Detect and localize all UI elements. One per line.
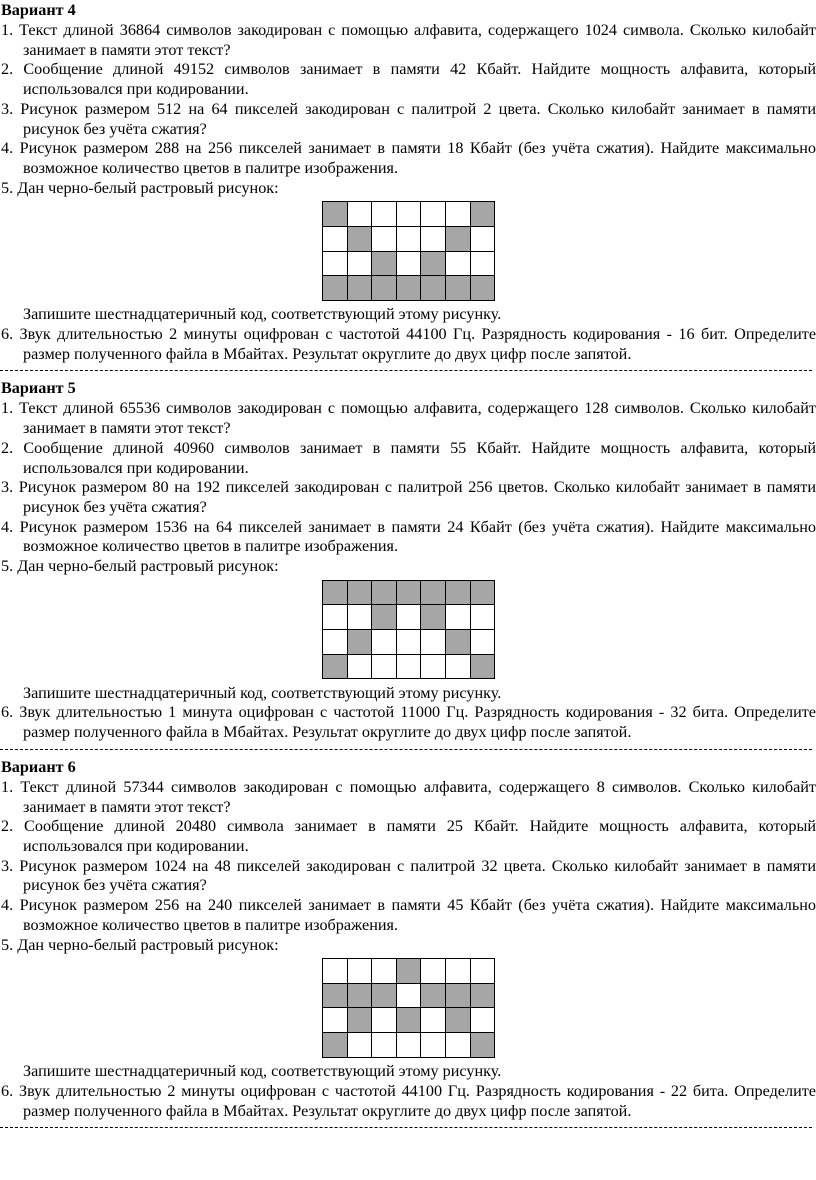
task-5: 5. Дан черно-белый растровый рисунок:	[1, 557, 279, 576]
pixel-empty	[421, 202, 446, 227]
pixel-filled	[323, 276, 348, 301]
pixel-filled	[323, 202, 348, 227]
pixel-empty	[421, 959, 446, 984]
pixel-filled	[471, 581, 496, 606]
pixel-grid	[322, 958, 495, 1057]
pixel-filled	[348, 984, 373, 1009]
pixel-filled	[348, 227, 373, 252]
pixel-empty	[446, 202, 471, 227]
variant-title: Вариант 4	[1, 1, 76, 19]
pixel-filled	[397, 276, 422, 301]
variant-6	[0, 758, 816, 1129]
pixel-empty	[446, 959, 471, 984]
pixel-empty	[323, 605, 348, 630]
pixel-empty	[372, 1033, 397, 1058]
pixel-filled	[323, 1033, 348, 1058]
pixel-filled	[372, 252, 397, 277]
pixel-empty	[397, 630, 422, 655]
task-2: 2. Сообщение длиной 20480 символа занимает в памяти 25 Кбайт. Найдите мощность алфавита, который использовался при кодировании.	[1, 817, 816, 855]
pixel-empty	[372, 202, 397, 227]
pixel-empty	[323, 252, 348, 277]
pixel-empty	[446, 605, 471, 630]
pixel-empty	[397, 984, 422, 1009]
pixel-empty	[323, 1008, 348, 1033]
task-4: 4. Рисунок размером 1536 на 64 пикселей занимает в памяти 24 Кбайт (без учёта сжатия). Найдите максимально возможное количество цветов в палитре изображения.	[1, 517, 816, 556]
pixel-empty	[348, 1033, 373, 1058]
task-2: 2. Сообщение длиной 49152 символов занимает в памяти 42 Кбайт. Найдите мощность алфавита, который использовался при кодировании.	[1, 60, 816, 99]
raster-image	[0, 955, 816, 1062]
variant-5	[0, 379, 816, 750]
pixel-empty	[372, 959, 397, 984]
task-1: 1. Текст длиной 36864 символов закодирован с помощью алфавита, содержащего 1024 символа. Сколько килобайт занимает в памяти этот текст?	[1, 21, 816, 59]
pixel-filled	[446, 276, 471, 301]
pixel-empty	[421, 227, 446, 252]
variant-title: Вариант 5	[1, 379, 76, 398]
pixel-filled	[446, 1008, 471, 1033]
pixel-filled	[397, 1008, 422, 1033]
pixel-grid	[322, 580, 495, 679]
pixel-empty	[323, 959, 348, 984]
pixel-filled	[372, 984, 397, 1009]
grid-note: Запишите шестнадцатеричный код, соответствующий этому рисунку.	[23, 305, 502, 324]
pixel-filled	[446, 581, 471, 606]
task-3: 3. Рисунок размером 1024 на 48 пикселей закодирован с палитрой 32 цвета. Сколько килобайт занимает в памяти рисунок без учёта сжатия?	[1, 856, 816, 895]
pixel-filled	[446, 630, 471, 655]
pixel-empty	[348, 655, 373, 680]
task-6: 6. Звук длительностью 1 минута оцифрован с частотой 11000 Гц. Разрядность кодирования - 32 бита. Определите размер полученного файла в Мбайтах. Результат округлите до двух цифр после запятой.	[1, 703, 816, 742]
task-3: 3. Рисунок размером 512 на 64 пикселей закодирован с палитрой 2 цвета. Сколько килобайт занимает в памяти рисунок без учёта сжатия?	[1, 99, 816, 138]
task-4: 4. Рисунок размером 288 на 256 пикселей занимает в памяти 18 Кбайт (без учёта сжатия). Найдите максимально возможное количество цветов в палитре изображения.	[1, 139, 816, 177]
pixel-filled	[446, 984, 471, 1009]
task-5: 5. Дан черно-белый растровый рисунок:	[1, 178, 279, 197]
task-5: 5. Дан черно-белый растровый рисунок:	[1, 935, 279, 954]
pixel-grid	[322, 201, 495, 300]
pixel-empty	[348, 202, 373, 227]
pixel-empty	[348, 605, 373, 630]
pixel-empty	[471, 959, 496, 984]
raster-image	[0, 577, 816, 684]
pixel-empty	[372, 1008, 397, 1033]
task-1: 1. Текст длиной 65536 символов закодирован с помощью алфавита, содержащего 128 символов. Сколько килобайт занимает в памяти этот текст?	[1, 399, 816, 438]
task-4: 4. Рисунок размером 256 на 240 пикселей занимает в памяти 45 Кбайт (без учёта сжатия). Найдите максимально возможное количество цветов в палитре изображения.	[1, 896, 816, 934]
pixel-filled	[421, 984, 446, 1009]
pixel-empty	[446, 655, 471, 680]
pixel-filled	[348, 630, 373, 655]
dashed-separator	[0, 370, 812, 372]
pixel-empty	[323, 630, 348, 655]
pixel-empty	[421, 1033, 446, 1058]
task-2: 2. Сообщение длиной 40960 символов занимает в памяти 55 Кбайт. Найдите мощность алфавита, который использовался при кодировании.	[1, 438, 816, 477]
pixel-filled	[421, 605, 446, 630]
pixel-filled	[471, 984, 496, 1009]
dashed-separator	[0, 1127, 812, 1129]
pixel-empty	[323, 227, 348, 252]
pixel-filled	[421, 581, 446, 606]
pixel-empty	[372, 655, 397, 680]
pixel-filled	[471, 655, 496, 680]
pixel-empty	[471, 1008, 496, 1033]
grid-note: Запишите шестнадцатеричный код, соответствующий этому рисунку.	[23, 683, 502, 702]
pixel-filled	[471, 276, 496, 301]
pixel-empty	[397, 655, 422, 680]
pixel-filled	[323, 655, 348, 680]
task-6: 6. Звук длительностью 2 минуты оцифрован с частотой 44100 Гц. Разрядность кодирования - 16 бит. Определите размер полученного файла в Мбайтах. Результат округлите до двух цифр после запятой.	[1, 325, 816, 363]
task-6: 6. Звук длительностью 2 минуты оцифрован с частотой 44100 Гц. Разрядность кодирования - 22 бита. Определите размер полученного файла в Мбайтах. Результат округлите до двух цифр после запятой.	[1, 1081, 816, 1120]
pixel-filled	[471, 1033, 496, 1058]
pixel-filled	[372, 581, 397, 606]
pixel-empty	[471, 630, 496, 655]
pixel-empty	[397, 202, 422, 227]
pixel-empty	[397, 605, 422, 630]
pixel-filled	[421, 252, 446, 277]
pixel-empty	[421, 630, 446, 655]
pixel-filled	[397, 959, 422, 984]
pixel-filled	[372, 276, 397, 301]
variant-4	[0, 1, 816, 372]
pixel-empty	[446, 1033, 471, 1058]
pixel-empty	[397, 252, 422, 277]
pixel-filled	[323, 984, 348, 1009]
pixel-empty	[471, 252, 496, 277]
pixel-filled	[323, 581, 348, 606]
pixel-empty	[397, 1033, 422, 1058]
pixel-filled	[372, 605, 397, 630]
pixel-filled	[446, 227, 471, 252]
pixel-filled	[421, 276, 446, 301]
pixel-empty	[421, 1008, 446, 1033]
pixel-empty	[372, 630, 397, 655]
variant-title: Вариант 6	[1, 757, 76, 776]
pixel-empty	[471, 227, 496, 252]
dashed-separator	[0, 749, 812, 751]
pixel-empty	[397, 227, 422, 252]
pixel-empty	[471, 605, 496, 630]
task-1: 1. Текст длиной 57344 символов закодирован с помощью алфавита, содержащего 8 символов. Сколько килобайт занимает в памяти этот текст?	[1, 777, 816, 816]
pixel-empty	[348, 252, 373, 277]
pixel-empty	[348, 959, 373, 984]
pixel-empty	[421, 655, 446, 680]
raster-image	[0, 198, 816, 305]
pixel-filled	[397, 581, 422, 606]
pixel-empty	[446, 252, 471, 277]
pixel-filled	[348, 581, 373, 606]
task-3: 3. Рисунок размером 80 на 192 пикселей закодирован с палитрой 256 цветов. Сколько килобайт занимает в памяти рисунок без учёта сжатия?	[1, 478, 816, 516]
pixel-filled	[348, 276, 373, 301]
pixel-filled	[348, 1008, 373, 1033]
grid-note: Запишите шестнадцатеричный код, соответствующий этому рисунку.	[23, 1062, 502, 1081]
pixel-filled	[471, 202, 496, 227]
pixel-empty	[372, 227, 397, 252]
